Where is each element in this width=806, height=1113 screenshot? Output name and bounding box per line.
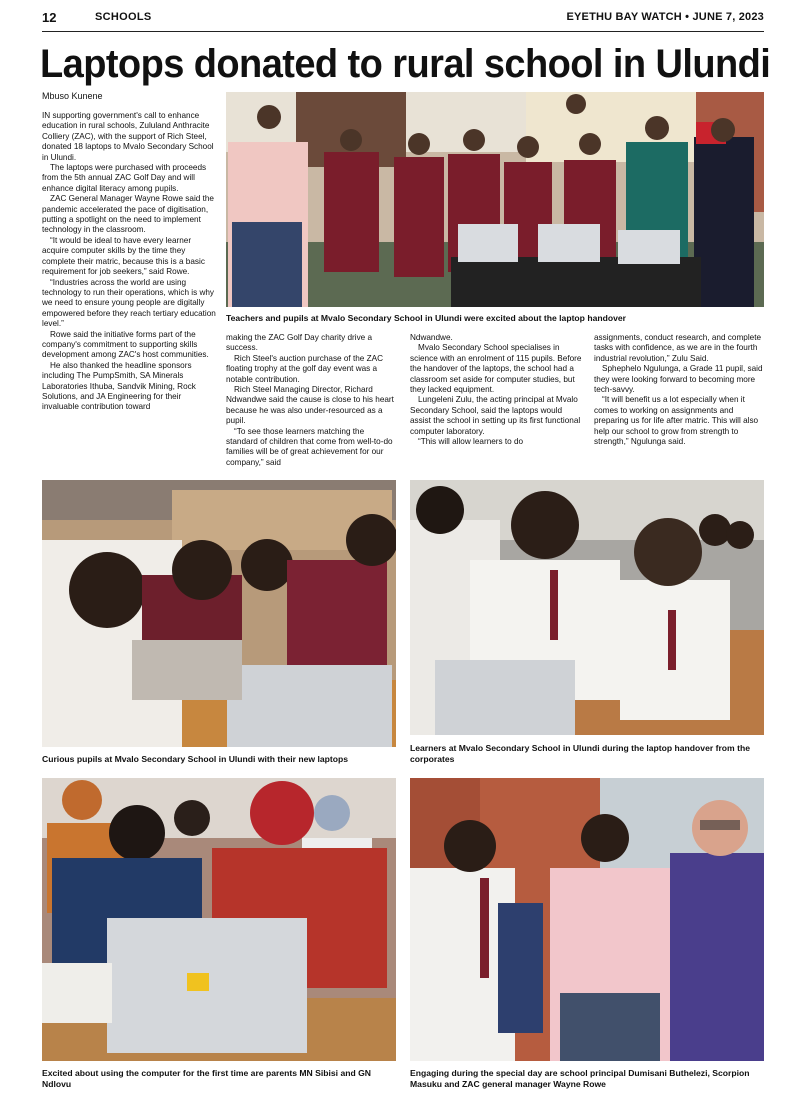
article-column-4 (594, 333, 764, 473)
photo-curious-pupils (42, 480, 396, 747)
article-paragraph: “It will benefit us a lot especially when it comes to working on assignments and preparing us for life after matric. This will also help our school to grow from strength to strength,” Ngulunga said. (594, 395, 759, 447)
article-paragraph: “To see those learners matching the standard of children that come from well-to-do families will be of great achievement for our company,” said (226, 426, 393, 467)
photo-caption-top: Teachers and pupils at Mvalo Secondary School in Ulundi were excited about the laptop handover (226, 313, 627, 323)
photo-teachers-and-pupils (226, 92, 764, 307)
article-paragraph: “It would be ideal to have every learner acquire computer skills by the time they complete their matric, because this is a basic requirement for job seekers,” said Rowe. (42, 235, 205, 277)
article-paragraph: Sphephelo Ngulunga, a Grade 11 pupil, said they were looking forward to becoming more tech-savvy. (594, 364, 763, 395)
publication-dateline: EYETHU BAY WATCH • JUNE 7, 2023 (566, 11, 764, 23)
headline: Laptops donated to rural school in Ulundi (40, 42, 771, 86)
article-paragraph: assignments, conduct research, and complete tasks with confidence, as we are in the fourth industrial revolution,” Zulu Said. (594, 333, 762, 363)
photo-caption-bottom-right: Engaging during the special day are school principal Dumisani Buthelezi, Scorpion Masuku and ZAC general manager Wayne Rowe (410, 1068, 750, 1089)
article-paragraph: IN supporting government's call to enhance education in rural schools, Zululand Anthracite Colliery (ZAC), with the support of Rich Steel, donated 18 laptops to Mvalo Secondary School in Ulundi. (42, 111, 214, 162)
photo-caption-mid-left: Curious pupils at Mvalo Secondary School in Ulundi with their new laptops (42, 754, 349, 764)
header-rule (42, 31, 764, 32)
article-paragraph: Mvalo Secondary School specialises in science with an enrolment of 115 pupils. Before the handover of the laptops, the school had a classroom set aside for computer studies, but they lacked equipment. (410, 343, 582, 395)
article-column-1 (42, 111, 218, 471)
photo-learners-handover (410, 480, 764, 735)
article-paragraph: Lungeleni Zulu, the acting principal at Mvalo Secondary School, said the laptops would assist the school in setting up its first functional computer laboratory. (410, 395, 581, 436)
article-paragraph: The laptops were purchased with proceeds from the 5th annual ZAC Golf Day and will enhance digital literacy among pupils. (42, 163, 207, 193)
article-paragraph: Rich Steel Managing Director, Richard Ndwandwe said the cause is close to his heart because he was also under-resourced as a pupil. (226, 385, 394, 426)
page-number: 12 (42, 10, 57, 25)
photo-parents-computer (42, 778, 396, 1061)
article-paragraph: Rowe said the initiative forms part of the company's commitment to supporting skills development among ZAC's host communities. (42, 329, 209, 360)
byline: Mbuso Kunene (42, 91, 103, 101)
article-column-3 (410, 333, 582, 473)
photo-caption-bottom-left: Excited about using the computer for the first time are parents MN Sibisi and GN Ndlovu (42, 1068, 372, 1089)
article-paragraph: Ndwandwe. (410, 333, 453, 342)
article-paragraph: ZAC General Manager Wayne Rowe said the pandemic accelerated the pace of digitisation, putting a spotlight on the need to implement technology in the classroom. (42, 194, 214, 235)
article-column-2 (226, 333, 396, 473)
article-paragraph: “Industries across the world are using technology to run their operations, which is why we need to ensure young people are digitally empowered before they reach tertiary education level.” (42, 277, 216, 329)
photo-caption-mid-right: Learners at Mvalo Secondary School in Ulundi during the laptop handover from the corporates (410, 743, 750, 764)
section-label: SCHOOLS (95, 11, 152, 23)
article-paragraph: “This will allow learners to do (418, 437, 524, 447)
photo-principal-and-guests (410, 778, 764, 1061)
article-paragraph: making the ZAC Golf Day charity drive a success. (226, 333, 373, 353)
article-paragraph: Rich Steel's auction purchase of the ZAC floating trophy at the golf day event was a notable contribution. (226, 353, 384, 384)
article-paragraph: He also thanked the headline sponsors including The PumpSmith, SA Minerals Laboratories Ithuba, Sandvik Mining, Rock Solutions, and JA Engineering for their invaluable contribution toward (42, 360, 196, 412)
